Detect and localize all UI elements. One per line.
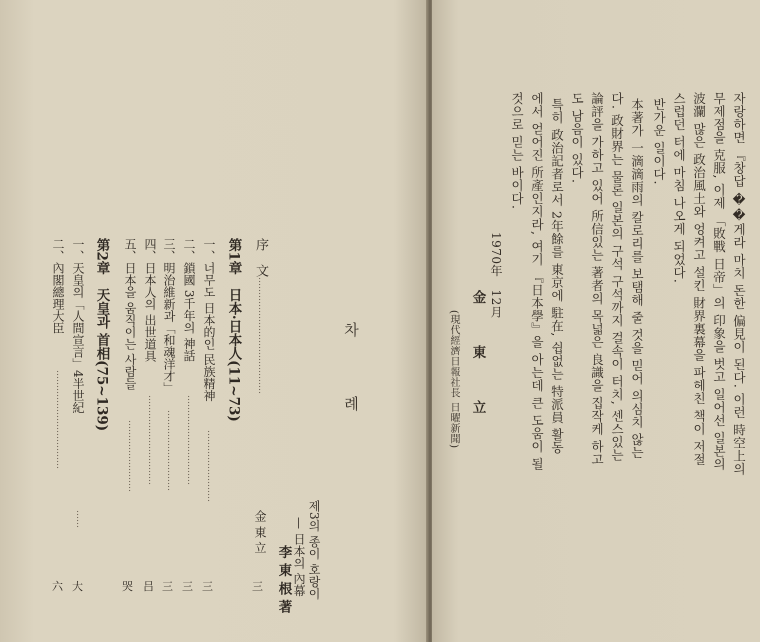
toc-chapter2: 第2章 天皇과 首相(75~139) <box>93 238 110 432</box>
preface-line-7: 다. 政財界는 물론 일본의 구석 구석까지 걸속이 터치, 센스있는 <box>609 92 625 462</box>
preface-line-1: 자랑하면 『창답 ��게라 마치 돈한 偏見이 된다. 이런 時空上의 <box>731 92 747 476</box>
toc-ch1-page3-num: 三 <box>162 580 173 593</box>
toc-ch1-page4-num: 吕 <box>143 580 154 593</box>
toc-ch1-page2-num: 三 <box>182 580 193 593</box>
toc-dots-7: …………………………… <box>54 370 64 469</box>
toc-ch2-page2-num: 六 <box>52 580 63 593</box>
toc-dots-1: …………………… <box>205 430 215 502</box>
book-author: 李 東 根 著 <box>275 545 292 614</box>
toc-ch1-page5-num: 哭 <box>122 580 133 593</box>
toc-dots-3: ……………………… <box>165 410 175 491</box>
preface-signature: 金 東 立 <box>469 290 486 428</box>
toc-heading: 차 례 <box>342 322 360 433</box>
toc-ch1-item3: 三、明治維新과「和魂洋才」 <box>162 238 176 394</box>
toc-dots-6: …… <box>74 510 84 528</box>
preface-line-12: 것으로 믿는 바이다. <box>509 92 525 210</box>
toc-dots-4: ………………………… <box>146 395 156 485</box>
toc-ch1-item1: 一、너무도 日本的인 民族精神 <box>202 238 216 402</box>
preface-line-3: 波瀾 많은 政治風土와 엉켜고 설킨 財界裏幕을 파헤친 책이 저절 <box>691 92 707 466</box>
toc-dots-5: …………………… <box>126 420 136 492</box>
book-title: 제3의 종이 호랑이 <box>307 500 321 600</box>
toc-ch2-item2: 二、內閣總理大臣 <box>51 238 65 334</box>
preface-line-10: 특히 政治記者로서 2年餘를 東京에 駐在, 쉽없는 特派員 활동 <box>549 98 565 455</box>
toc-preface-author: 金 東 立 <box>253 510 267 554</box>
preface-line-6: 本著가 一滴滴雨의 칼로리를 보탬해 줄 것을 믿어 의심치 않는 <box>629 98 645 459</box>
preface-line-11: 에서 얻어진 所產인지라, 여기 『日本學』을 아는데 큰 도움이 될 <box>529 92 545 471</box>
preface-line-5: 반가운 일이다. <box>651 98 667 185</box>
preface-date: 1970年 12月 <box>489 232 503 319</box>
toc-ch1-page1-num: 三 <box>202 580 213 593</box>
preface-affiliation: (現代經濟日報社長 日曜新聞) <box>448 310 459 449</box>
toc-ch1-item2: 二、鎖國 3千年의 神話 <box>182 238 196 362</box>
toc-chapter1: 第1章 日本·日本人(11~73) <box>225 238 242 422</box>
toc-preface-label: 序 文 <box>253 238 268 277</box>
preface-line-4: 스럽던 터에 마침 나오게 되었다. <box>671 92 687 284</box>
toc-dots-2: ………………………… <box>185 395 195 485</box>
preface-line-8: 論評을 가하고 있어 所信있는 著者의 목넓은 良識을 집작케 하고 <box>589 92 605 466</box>
preface-line-9: 도 남음이 있다. <box>569 92 585 184</box>
toc-ch1-item4: 四、日本人의 出世道具 <box>143 238 157 362</box>
toc-ch1-item5: 五、日本을 움직이는 사람들 <box>123 238 137 390</box>
toc-ch2-item1: 一、天皇의「人間宣言」4半世紀 <box>71 238 85 414</box>
book-subtitle: — 日本의 內幕 <box>292 517 306 597</box>
preface-line-2: 무제점을 克服, 이제 「敗戰 日帝」의 印象을 벗고 일어선 일본의 <box>711 92 727 471</box>
toc-ch2-page1-num: 大 <box>72 580 83 593</box>
toc-preface-page: 三 <box>252 580 263 593</box>
toc-preface-dots: ………………………………… <box>256 277 266 394</box>
